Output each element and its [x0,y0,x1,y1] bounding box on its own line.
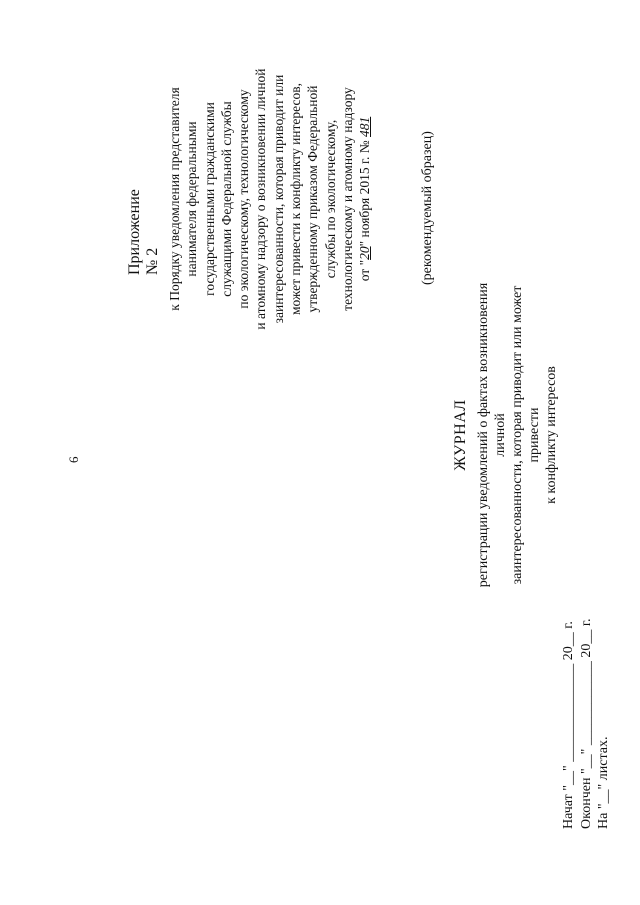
appendix-line: к Порядку уведомления представителя [167,87,182,311]
appendix-line: заинтересованности, которая приводит или [270,74,286,324]
journal-subtitle-line: заинтересованности, которая приводит или может привести [510,285,542,585]
journal-subtitle-line: регистрации уведомлений о фактах возникновения личной [476,282,508,588]
appendix-line: государственными гражданскими [201,102,217,296]
journal-subtitle-line: к конфликту интересов [544,366,559,504]
appendix-line: служащими Федеральной службы [218,101,234,297]
journal-title: ЖУРНАЛ [452,399,469,471]
appendix-line: службы по экологическому, [322,119,338,279]
appendix-line: утвержденному приказом Федеральной [305,85,321,313]
page-number: 6 [66,456,81,463]
date-prefix: от " [357,259,373,282]
appendix-line: нанимателя федеральными [184,121,200,277]
appendix-line: технологическому и атомному надзору [339,87,355,311]
started-line: Начат "__" ______________ 20__ г. [561,621,576,829]
journal-heading [452,265,560,605]
appendix-line: и атомному надзору о возникновении личной [253,68,269,330]
sample-note: (рекомендуемый образец) [420,131,435,285]
appendix-line: может привести к конфликту интересов, [288,83,304,315]
date-day: 20 [357,246,373,260]
finished-line: Окончен "__" ____________ 20__ г. [578,618,594,829]
appendix-title: Приложение № 2 [126,189,161,275]
date-middle: " ноября 2015 г. № [357,136,373,247]
appendix-reference [166,49,374,349]
appendix-line: по экологическому, технологическому [236,89,252,309]
journal-meta [560,569,613,829]
appendix-date-line [356,49,373,349]
sheets-line: На "__" листах. [596,736,611,829]
order-number: 481 [357,116,373,137]
